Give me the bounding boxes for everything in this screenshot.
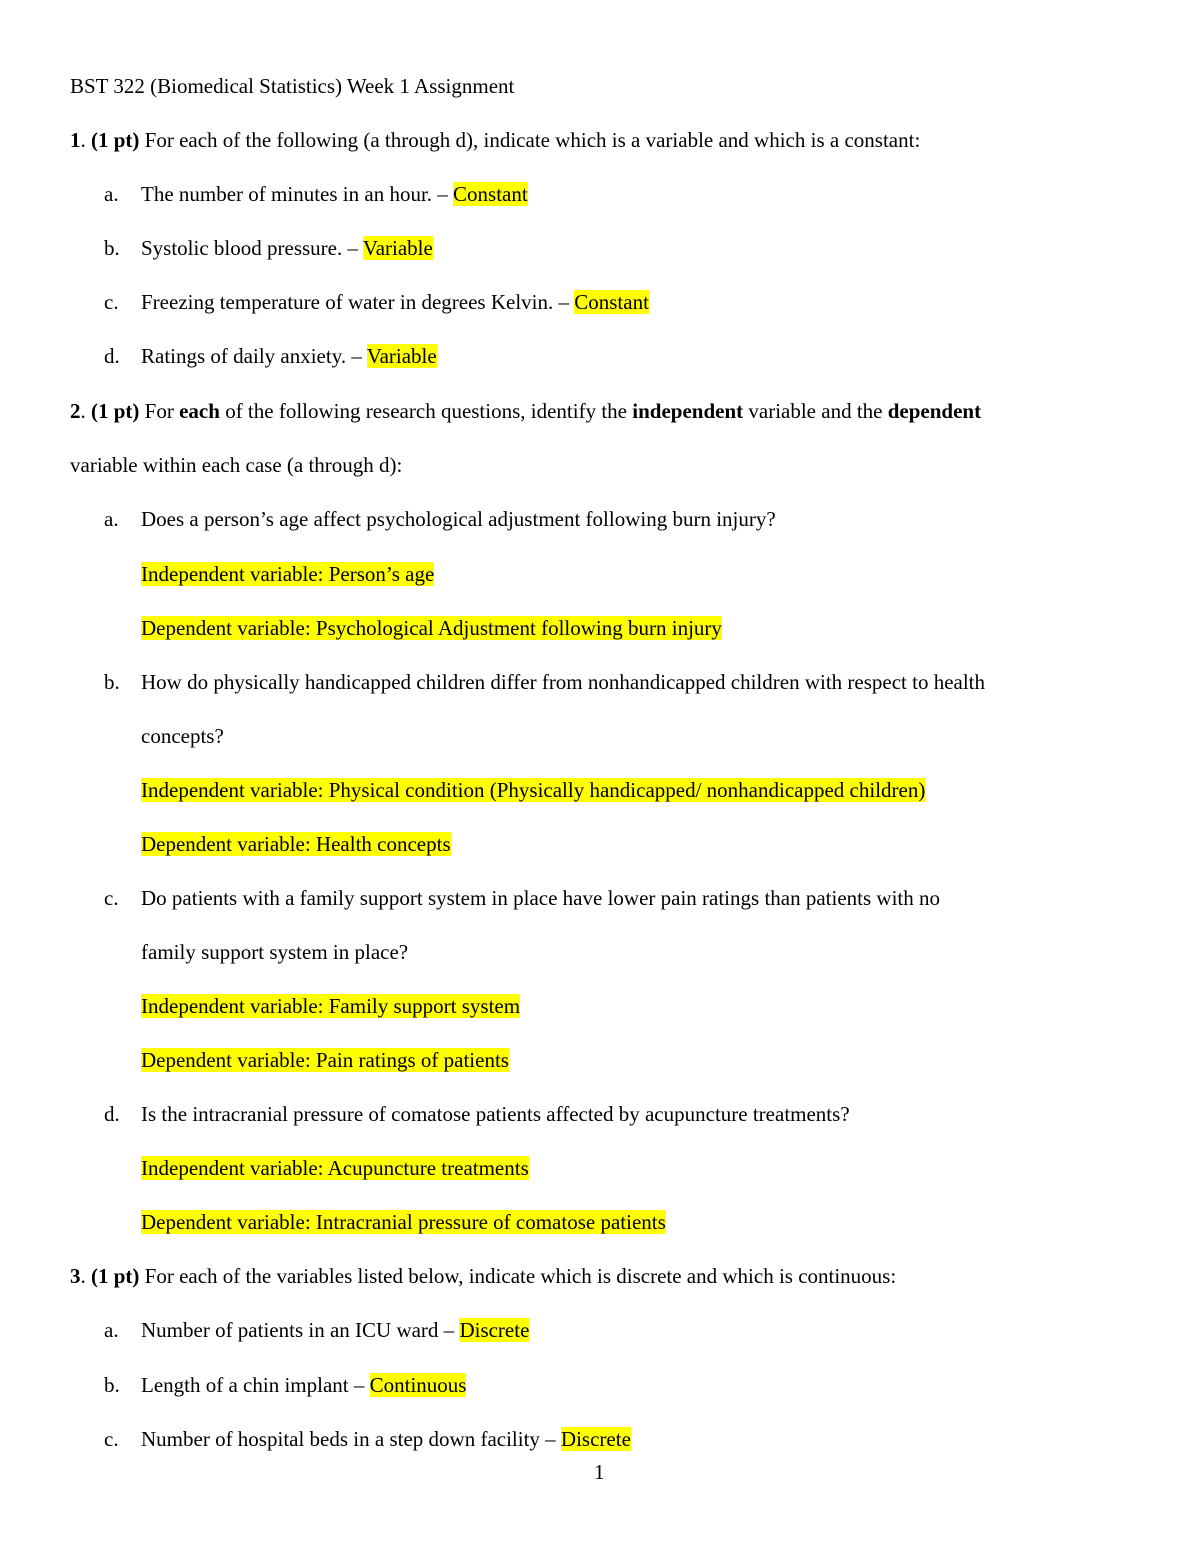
research-question: How do physically handicapped children differ from nonhandicapped children with respect to health bbox=[141, 670, 986, 694]
answer-highlight: Discrete bbox=[459, 1318, 530, 1342]
answer-highlight: Variable bbox=[362, 236, 433, 260]
research-question-continued: concepts? bbox=[141, 724, 224, 748]
research-question-continued: family support system in place? bbox=[141, 940, 409, 964]
list-item: Ratings of daily anxiety. – Variable bbox=[141, 344, 437, 368]
question-number: 1 bbox=[70, 128, 81, 152]
page-number: 1 bbox=[594, 1460, 605, 1484]
list-item: Length of a chin implant – Continuous bbox=[141, 1373, 467, 1397]
question-2-prompt: 2. (1 pt) For each of the following research questions, identify the independent variable and the dependent bbox=[70, 399, 982, 423]
list-marker: a. bbox=[104, 182, 119, 206]
document-title: BST 322 (Biomedical Statistics) Week 1 Assignment bbox=[70, 74, 515, 98]
question-points: (1 pt) bbox=[91, 1264, 140, 1288]
question-number: 3 bbox=[70, 1264, 81, 1288]
question-3-prompt: 3. (1 pt) For each of the variables listed below, indicate which is discrete and which is continuous: bbox=[70, 1264, 897, 1288]
question-points: (1 pt) bbox=[91, 128, 140, 152]
list-marker: c. bbox=[104, 290, 119, 314]
dependent-variable-answer: Dependent variable: Intracranial pressure of comatose patients bbox=[141, 1210, 666, 1234]
dependent-variable-answer: Dependent variable: Health concepts bbox=[141, 832, 451, 856]
answer-highlight: Variable bbox=[366, 344, 437, 368]
question-points: (1 pt) bbox=[91, 399, 140, 423]
list-item: Freezing temperature of water in degrees Kelvin. – Constant bbox=[141, 290, 649, 314]
independent-variable-answer: Independent variable: Physical condition (Physically handicapped/ nonhandicapped children) bbox=[141, 778, 926, 802]
research-question: Do patients with a family support system in place have lower pain ratings than patients with no bbox=[141, 886, 940, 910]
list-marker: d. bbox=[104, 344, 120, 368]
independent-variable-answer: Independent variable: Person’s age bbox=[141, 562, 435, 586]
list-marker: a. bbox=[104, 1318, 119, 1342]
answer-highlight: Discrete bbox=[560, 1427, 631, 1451]
research-question: Does a person’s age affect psychological adjustment following burn injury? bbox=[141, 507, 776, 531]
list-item: Number of patients in an ICU ward – Discrete bbox=[141, 1318, 530, 1342]
list-marker: d. bbox=[104, 1102, 120, 1126]
list-item: The number of minutes in an hour. – Constant bbox=[141, 182, 528, 206]
list-marker: a. bbox=[104, 507, 119, 531]
question-2-prompt-continued: variable within each case (a through d): bbox=[70, 453, 403, 477]
independent-variable-answer: Independent variable: Family support system bbox=[141, 994, 521, 1018]
answer-highlight: Continuous bbox=[369, 1373, 467, 1397]
list-item: Number of hospital beds in a step down facility – Discrete bbox=[141, 1427, 631, 1451]
question-number: 2 bbox=[70, 399, 81, 423]
dependent-variable-answer: Dependent variable: Psychological Adjustment following burn injury bbox=[141, 616, 722, 640]
answer-highlight: Constant bbox=[453, 182, 528, 206]
list-marker: b. bbox=[104, 670, 120, 694]
dependent-variable-answer: Dependent variable: Pain ratings of patients bbox=[141, 1048, 509, 1072]
list-marker: b. bbox=[104, 1373, 120, 1397]
list-marker: b. bbox=[104, 236, 120, 260]
list-marker: c. bbox=[104, 886, 119, 910]
answer-highlight: Constant bbox=[574, 290, 649, 314]
research-question: Is the intracranial pressure of comatose patients affected by acupuncture treatments? bbox=[141, 1102, 850, 1126]
independent-variable-answer: Independent variable: Acupuncture treatments bbox=[141, 1156, 529, 1180]
question-1-prompt: 1. (1 pt) For each of the following (a through d), indicate which is a variable and which is a constant: bbox=[70, 128, 921, 152]
list-marker: c. bbox=[104, 1427, 119, 1451]
list-item: Systolic blood pressure. – Variable bbox=[141, 236, 433, 260]
